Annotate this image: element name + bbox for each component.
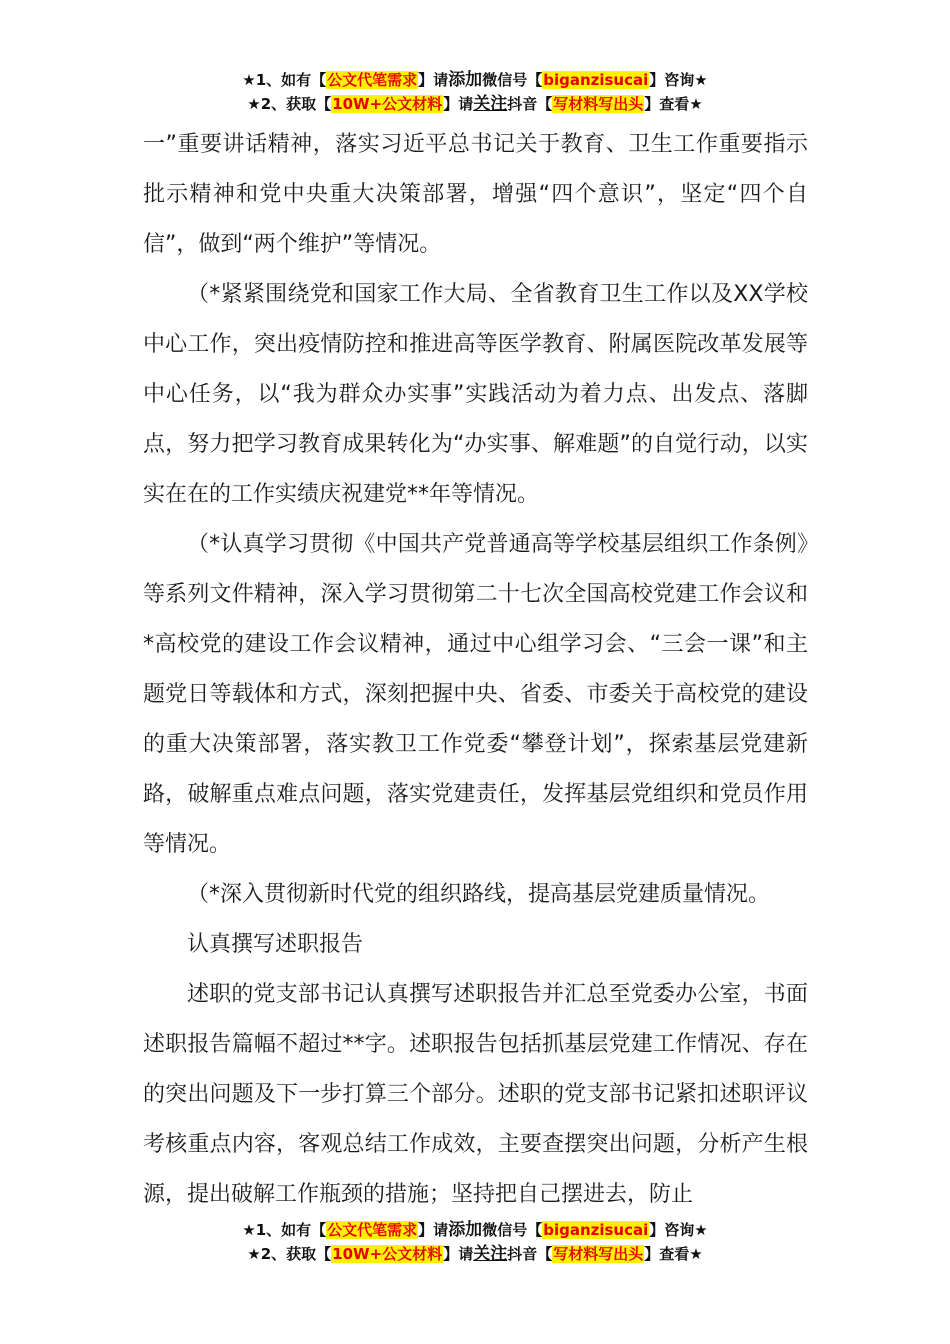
banner-line-2 xyxy=(0,1242,950,1266)
banner-text: ★1、如有【 xyxy=(242,1221,327,1239)
banner-text: 微信号【 xyxy=(482,1221,543,1239)
body-paragraph: （*认真学习贯彻《中国共产党普通高等学校基层组织工作条例》等系列文件精神，深入学习贯彻第二十七次全国高校党建工作会议和*高校党的建设工作会议精神，通过中心组学习会、“三会一课”和主题党日等载体和方式，深刻把握中央、省委、市委关于高校党的建设的重大决策部署，落实教卫工作党委“攀登计划”，探索基层党建新路，破解重点难点问题，落实党建责任，发挥基层党组织和党员作用等情况。 xyxy=(143,532,808,857)
banner-text: 】咨询★ xyxy=(649,71,708,89)
banner-highlight: 10W+公文材料 xyxy=(332,1245,443,1263)
banner-highlight: 写材料写出头 xyxy=(553,95,644,113)
banner-text: 抖音【 xyxy=(507,1245,553,1263)
document-body xyxy=(143,120,808,1220)
banner-text: ★1、如有【 xyxy=(242,71,327,89)
body-paragraph: 一”重要讲话精神，落实习近平总书记关于教育、卫生工作重要指示批示精神和党中央重大决策部署，增强“四个意识”，坚定“四个自信”，做到“两个维护”等情况。 xyxy=(143,132,808,257)
section-heading: 认真撰写述职报告 xyxy=(187,932,364,957)
banner-text: 】请 xyxy=(418,71,449,89)
banner-emphasis: 添加 xyxy=(448,1220,483,1240)
banner-text: 】查看★ xyxy=(644,1245,703,1263)
banner-highlight: biganzisucai xyxy=(543,1221,649,1239)
banner-highlight: 写材料写出头 xyxy=(553,1245,644,1263)
banner-emphasis: 关注 xyxy=(473,94,508,114)
banner-text: 】咨询★ xyxy=(649,1221,708,1239)
banner-text: 抖音【 xyxy=(507,95,553,113)
banner-line-2 xyxy=(0,92,950,116)
banner-text: 】请 xyxy=(443,95,474,113)
body-paragraph: （*深入贯彻新时代党的组织路线，提高基层党建质量情况。 xyxy=(187,882,771,907)
banner-highlight: 公文代笔需求 xyxy=(327,1221,418,1239)
banner-line-1 xyxy=(0,1218,950,1242)
banner-highlight: 公文代笔需求 xyxy=(327,71,418,89)
banner-line-1 xyxy=(0,68,950,92)
body-paragraph: 述职的党支部书记认真撰写述职报告并汇总至党委办公室，书面述职报告篇幅不超过**字。述职报告包括抓基层党建工作情况、存在的突出问题及下一步打算三个部分。述职的党支部书记紧扣述职评议考核重点内容，客观总结工作成效，主要查摆突出问题，分析产生根源，提出破解工作瓶颈的措施；坚持把自己摆进去，防止 xyxy=(143,982,808,1207)
banner-emphasis: 关注 xyxy=(473,1244,508,1264)
header-banner xyxy=(0,68,950,116)
banner-text: ★2、获取【 xyxy=(247,95,332,113)
banner-text: 】请 xyxy=(418,1221,449,1239)
footer-banner xyxy=(0,1218,950,1266)
banner-highlight: 10W+公文材料 xyxy=(332,95,443,113)
banner-text: 】请 xyxy=(443,1245,474,1263)
banner-highlight: biganzisucai xyxy=(543,71,649,89)
banner-text: ★2、获取【 xyxy=(247,1245,332,1263)
body-paragraph: （*紧紧围绕党和国家工作大局、全省教育卫生工作以及XX学校中心工作，突出疫情防控和推进高等医学教育、附属医院改革发展等中心任务，以“我为群众办实事”实践活动为着力点、出发点、落脚点，努力把学习教育成果转化为“办实事、解难题”的自觉行动，以实实在在的工作实绩庆祝建党**年等情况。 xyxy=(143,282,808,507)
banner-emphasis: 添加 xyxy=(448,70,483,90)
banner-text: 微信号【 xyxy=(482,71,543,89)
banner-text: 】查看★ xyxy=(644,95,703,113)
